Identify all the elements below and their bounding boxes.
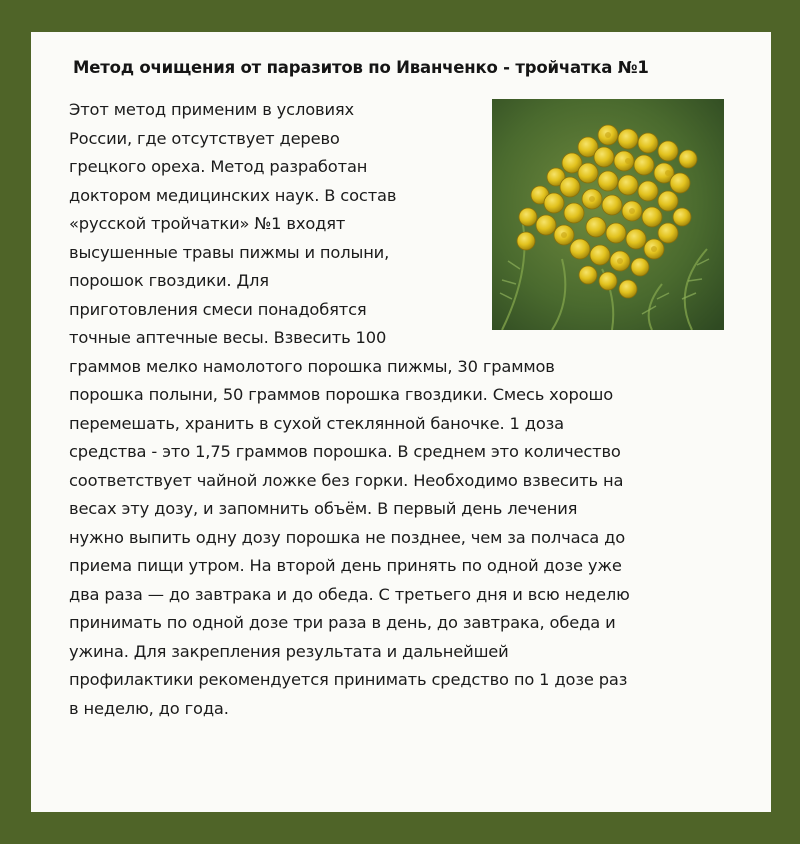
- article-body: [69, 96, 734, 723]
- body-line: граммов мелко намолотого порошка пижмы, 30 граммов: [69, 356, 555, 376]
- body-line: грецкого ореха. Метод разработан: [69, 157, 368, 176]
- body-line: порошок гвоздики. Для: [69, 271, 269, 290]
- body-line: доктором медицинских наук. В состав: [69, 185, 397, 205]
- body-line: принимать по одной дозе три раза в день, до завтрака, обеда и: [69, 613, 616, 632]
- body-line: средства - это 1,75 граммов порошка. В среднем это количество: [69, 442, 621, 461]
- body-line: соответствует чайной ложке без горки. Необходимо взвесить на: [69, 470, 624, 490]
- body-line: приготовления смеси понадобятся: [69, 299, 367, 319]
- body-line: перемешать, хранить в сухой стеклянной баночке. 1 доза: [69, 413, 564, 433]
- body-line: весах эту дозу, и запомнить объём. В первый день лечения: [69, 499, 578, 518]
- body-line: нужно выпить одну дозу порошка не позднее, чем за полчаса до: [69, 527, 626, 547]
- body-line: «русской тройчатки» №1 входят: [69, 214, 346, 233]
- article-title: Метод очищения от паразитов по Иванченко - тройчатка №1: [73, 58, 649, 77]
- body-line: профилактики рекомендуется принимать средство по 1 дозе раз: [69, 670, 628, 689]
- body-line: ужина. Для закрепления результата и дальнейшей: [69, 641, 509, 661]
- article-card: [31, 32, 771, 812]
- body-line: приема пищи утром. На второй день принять по одной дозе уже: [69, 556, 622, 575]
- body-line: Этот метод применим в условиях: [69, 100, 355, 119]
- body-line: России, где отсутствует дерево: [69, 128, 340, 148]
- body-line: точные аптечные весы. Взвесить 100: [69, 328, 387, 347]
- body-line: в неделю, до года.: [69, 698, 229, 718]
- body-line: высушенные травы пижмы и полыни,: [69, 242, 390, 262]
- body-line: два раза — до завтрака и до обеда. С третьего дня и всю неделю: [69, 584, 630, 604]
- body-line: порошка полыни, 50 граммов порошка гвоздики. Смесь хорошо: [69, 385, 614, 404]
